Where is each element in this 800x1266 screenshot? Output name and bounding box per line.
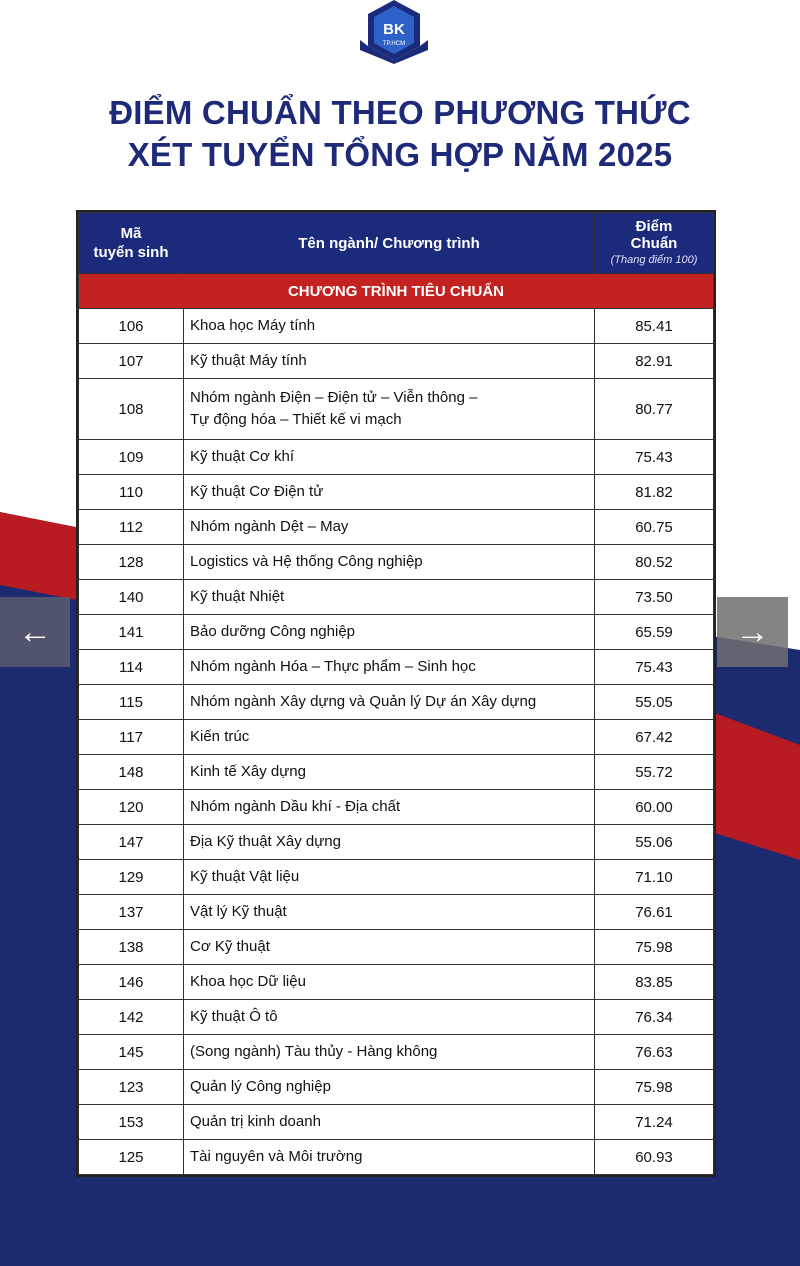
row-code: 107 <box>79 344 184 379</box>
header-code-line1: Mã <box>120 225 142 242</box>
row-name <box>184 580 595 615</box>
row-score: 75.98 <box>595 930 714 965</box>
row-code: 146 <box>79 965 184 1000</box>
row-score: 75.43 <box>595 650 714 685</box>
row-name <box>184 755 595 790</box>
row-name-line: Khoa học Máy tính <box>190 317 316 334</box>
row-code: 129 <box>79 860 184 895</box>
row-name-line: Cơ Kỹ thuật <box>190 938 270 955</box>
row-code: 138 <box>79 930 184 965</box>
row-score: 82.91 <box>595 344 714 379</box>
row-name-line: Kiến trúc <box>190 728 250 745</box>
table-row <box>79 475 714 510</box>
row-score: 76.34 <box>595 1000 714 1035</box>
logo-subtext: TP.HCM <box>382 41 406 47</box>
row-code: 108 <box>79 379 184 440</box>
row-code: 123 <box>79 1070 184 1105</box>
row-code: 145 <box>79 1035 184 1070</box>
table-row <box>79 650 714 685</box>
row-name <box>184 440 595 475</box>
section-row <box>79 274 714 309</box>
row-code: 110 <box>79 475 184 510</box>
table-row <box>79 685 714 720</box>
row-code: 140 <box>79 580 184 615</box>
table-row <box>79 379 714 440</box>
row-name-line: Kỹ thuật Máy tính <box>190 352 307 369</box>
row-name-line: Nhóm ngành Xây dựng và Quản lý Dự án Xây dựng <box>190 693 537 710</box>
row-name-line: Nhóm ngành Hóa – Thực phẩm – Sinh học <box>190 658 476 675</box>
row-name-line: Kỹ thuật Cơ Điện tử <box>190 483 324 500</box>
row-score: 80.52 <box>595 545 714 580</box>
row-score: 73.50 <box>595 580 714 615</box>
row-name <box>184 344 595 379</box>
row-name-line: Kỹ thuật Ô tô <box>190 1008 278 1025</box>
table-row <box>79 895 714 930</box>
table-row <box>79 545 714 580</box>
row-name <box>184 379 595 440</box>
row-name-line: Kỹ thuật Nhiệt <box>190 588 285 605</box>
row-score: 60.00 <box>595 790 714 825</box>
row-name <box>184 615 595 650</box>
table-row <box>79 344 714 379</box>
row-score: 60.93 <box>595 1140 714 1175</box>
table-row <box>79 1070 714 1105</box>
row-code: 106 <box>79 309 184 344</box>
row-name-line: Tài nguyên và Môi trường <box>190 1148 363 1165</box>
row-name <box>184 650 595 685</box>
row-name <box>184 510 595 545</box>
row-name-line: Kinh tế Xây dựng <box>190 763 306 780</box>
logo-text: BK <box>383 21 405 38</box>
row-name <box>184 860 595 895</box>
row-name-line: Kỹ thuật Cơ khí <box>190 448 295 465</box>
table-row <box>79 615 714 650</box>
table-header-row <box>79 213 714 274</box>
row-name-line-2: Tự động hóa – Thiết kế vi mạch <box>190 411 402 428</box>
header-score-line2: Chuẩn <box>630 234 678 252</box>
row-code: 153 <box>79 1105 184 1140</box>
row-name-line: Vật lý Kỹ thuật <box>190 903 287 920</box>
header-score-scale: (Thang điểm 100) <box>610 253 698 266</box>
section-label: CHƯƠNG TRÌNH TIÊU CHUẨN <box>79 274 714 309</box>
next-slide-button[interactable] <box>717 597 788 667</box>
row-code: 114 <box>79 650 184 685</box>
row-name-line: Địa Kỹ thuật Xây dựng <box>190 833 341 850</box>
row-code: 128 <box>79 545 184 580</box>
row-code: 109 <box>79 440 184 475</box>
row-score: 67.42 <box>595 720 714 755</box>
table-row <box>79 309 714 344</box>
row-code: 120 <box>79 790 184 825</box>
row-name <box>184 309 595 344</box>
row-name-line: Nhóm ngành Điện – Điện tử – Viễn thông – <box>190 389 478 406</box>
table-row <box>79 1000 714 1035</box>
row-name <box>184 895 595 930</box>
row-code: 112 <box>79 510 184 545</box>
header-code-line2: tuyển sinh <box>93 244 169 261</box>
row-name <box>184 965 595 1000</box>
header-name: Tên ngành/ Chương trình <box>184 213 595 274</box>
row-name <box>184 1105 595 1140</box>
row-code: 147 <box>79 825 184 860</box>
row-name-line: (Song ngành) Tàu thủy - Hàng không <box>190 1043 438 1060</box>
row-code: 142 <box>79 1000 184 1035</box>
row-score: 65.59 <box>595 615 714 650</box>
row-name <box>184 545 595 580</box>
row-code: 117 <box>79 720 184 755</box>
row-code: 125 <box>79 1140 184 1175</box>
arrow-right-icon: → <box>735 612 770 651</box>
row-name <box>184 1070 595 1105</box>
row-name-line: Logistics và Hệ thống Công nghiệp <box>190 553 423 570</box>
row-name-line: Khoa học Dữ liệu <box>190 973 306 990</box>
table-row <box>79 580 714 615</box>
row-name <box>184 1000 595 1035</box>
arrow-left-icon: ← <box>18 612 52 651</box>
row-score: 80.77 <box>595 379 714 440</box>
page-title <box>0 92 800 176</box>
row-name <box>184 1035 595 1070</box>
row-score: 55.05 <box>595 685 714 720</box>
row-name-line: Quản trị kinh doanh <box>190 1113 321 1130</box>
table-row <box>79 930 714 965</box>
table-row <box>79 510 714 545</box>
row-score: 55.72 <box>595 755 714 790</box>
row-score: 85.41 <box>595 309 714 344</box>
row-code: 115 <box>79 685 184 720</box>
row-name <box>184 1140 595 1175</box>
scores-table <box>76 210 716 1177</box>
row-code: 148 <box>79 755 184 790</box>
row-name <box>184 685 595 720</box>
title-line-1: ĐIỂM CHUẨN THEO PHƯƠNG THỨC <box>109 94 691 131</box>
row-score: 60.75 <box>595 510 714 545</box>
row-score: 75.43 <box>595 440 714 475</box>
row-score: 75.98 <box>595 1070 714 1105</box>
title-line-2: XÉT TUYỂN TỔNG HỢP NĂM 2025 <box>127 136 673 173</box>
row-name-line: Nhóm ngành Dầu khí - Địa chất <box>190 798 401 815</box>
row-name <box>184 720 595 755</box>
row-name-line: Kỹ thuật Vật liệu <box>190 868 300 885</box>
table-row <box>79 965 714 1000</box>
row-score: 55.06 <box>595 825 714 860</box>
row-score: 76.61 <box>595 895 714 930</box>
row-name-line: Nhóm ngành Dệt – May <box>190 518 349 535</box>
row-score: 76.63 <box>595 1035 714 1070</box>
row-score: 71.10 <box>595 860 714 895</box>
row-score: 83.85 <box>595 965 714 1000</box>
table-row <box>79 825 714 860</box>
row-name <box>184 475 595 510</box>
row-code: 137 <box>79 895 184 930</box>
table-row <box>79 1035 714 1070</box>
row-score: 81.82 <box>595 475 714 510</box>
header-code <box>79 213 184 274</box>
table-row <box>79 860 714 895</box>
row-name <box>184 930 595 965</box>
bk-logo <box>360 0 428 64</box>
table-row <box>79 1140 714 1175</box>
row-name-line: Bảo dưỡng Công nghiệp <box>190 623 355 640</box>
prev-slide-button[interactable] <box>0 597 70 667</box>
row-name <box>184 790 595 825</box>
table-row <box>79 790 714 825</box>
table-row <box>79 440 714 475</box>
table-row <box>79 1105 714 1140</box>
header-score <box>595 213 714 274</box>
header-score-line1: Điểm <box>635 217 673 235</box>
row-name <box>184 825 595 860</box>
table-row <box>79 720 714 755</box>
row-score: 71.24 <box>595 1105 714 1140</box>
table-row <box>79 755 714 790</box>
row-name-line: Quản lý Công nghiệp <box>190 1078 331 1095</box>
row-code: 141 <box>79 615 184 650</box>
